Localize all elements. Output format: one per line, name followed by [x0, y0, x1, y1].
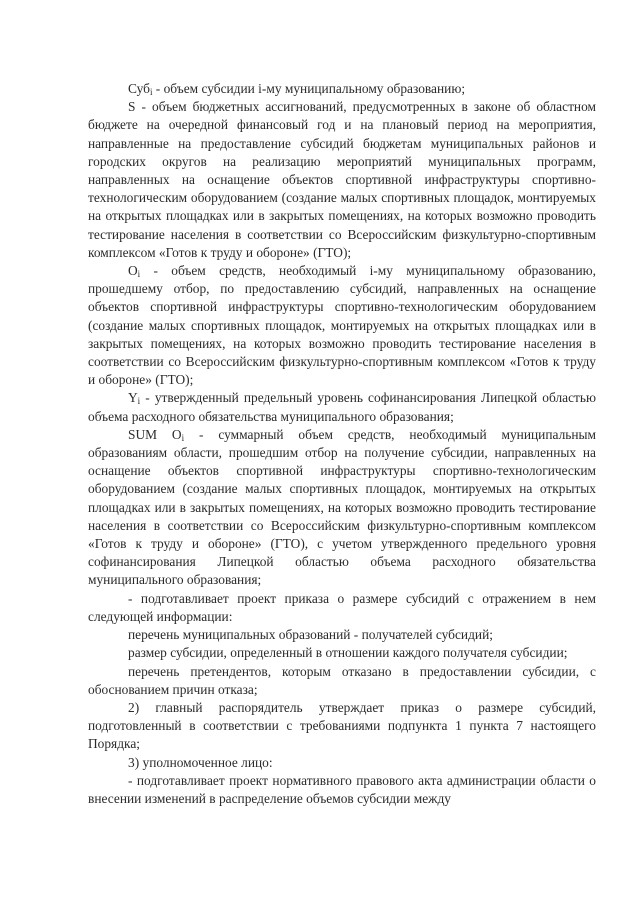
- paragraph-text: - утвержденный предельный уровень софинансирования Липецкой областью объема расходного обязательства муниципального образования;: [88, 390, 596, 424]
- subscript: i: [181, 432, 185, 443]
- document-page: [88, 80, 596, 808]
- subscript: i: [137, 396, 141, 407]
- definition-o-i: [88, 262, 596, 389]
- paragraph: перечень муниципальных образований - получателей субсидий;: [128, 627, 493, 643]
- paragraph-text: - объем средств, необходимый i-му муниципальному образованию, прошедшему отбор, по предоставлению субсидий, направленных на оснащение объектов спортивной инфраструктуры спортивно-технологическим оборудованием (создание малых спортивных площадок, монтируемых на открытых площадках или в закрытых помещениях, на которых возможно проводить тестирование населения в соответствии со Всероссийским физкультурно-спортивным комплексом «Готов к труду и обороне» (ГТО);: [88, 263, 596, 388]
- paragraph: размер субсидии, определенный в отношении каждого получателя субсидии;: [128, 645, 568, 661]
- subscript: i: [149, 87, 153, 97]
- symbol: O: [128, 263, 138, 279]
- definition-sub-i: [88, 80, 596, 98]
- definition-y-i: [88, 389, 596, 425]
- paragraph: 3) уполномоченное лицо:: [128, 754, 273, 770]
- subscript: i: [137, 269, 141, 280]
- symbol: SUM O: [128, 426, 182, 442]
- paragraph: - подготавливает проект приказа о размере субсидий с отражением в нем следующей информации:: [88, 590, 596, 624]
- symbol: Y: [128, 390, 138, 406]
- symbol: Суб: [128, 81, 150, 96]
- paragraph-text: - объем бюджетных ассигнований, предусмотренных в законе об областном бюджете на очередной финансовый год и на плановый период на мероприятия, направленные на предоставление субсидий бюджетам муниципальных районов и городских округов на реализацию мероприятий муниципальных программ, направленных на оснащение объектов спортивной инфраструктуры спортивно-технологическим оборудованием (создание малых спортивных площадок, монтируемых на открытых площадках или в закрытых помещениях, на которых возможно проводить тестирование населения в соответствии со Всероссийским физкультурно-спортивным комплексом «Готов к труду и обороне» (ГТО);: [88, 99, 596, 260]
- paragraph-text: - объем субсидии i-му муниципальному образованию;: [152, 81, 466, 96]
- paragraph: - подготавливает проект нормативного правового акта администрации области о внесении изменений в распределение объемов субсидии между: [88, 772, 596, 806]
- definition-sum-o-i: [88, 426, 596, 590]
- symbol: S: [128, 99, 136, 115]
- paragraph-text: - суммарный объем средств, необходимый муниципальным образованиям области, прошедшим отбор на получение субсидии, направленных на оснащение объектов спортивной инфраструктуры спортивно-технологическим оборудованием (создание малых спортивных площадок, монтируемых на открытых площадках или в закрытых помещениях, на которых возможно проводить тестирование населения в соответствии со Всероссийским физкультурно-спортивным комплексом «Готов к труду и обороне» (ГТО), с учетом утвержденного предельного уровня софинансирования Липецкой областью объема расходного обязательства муниципального образования;: [88, 426, 597, 588]
- paragraph: перечень претендентов, которым отказано в предоставлении субсидии, с обоснованием причин отказа;: [88, 663, 596, 697]
- definition-s: [88, 98, 596, 262]
- paragraph: 2) главный распорядитель утверждает приказ о размере субсидий, подготовленный в соответствии с требованиями подпункта 1 пункта 7 настоящего Порядка;: [88, 699, 596, 752]
